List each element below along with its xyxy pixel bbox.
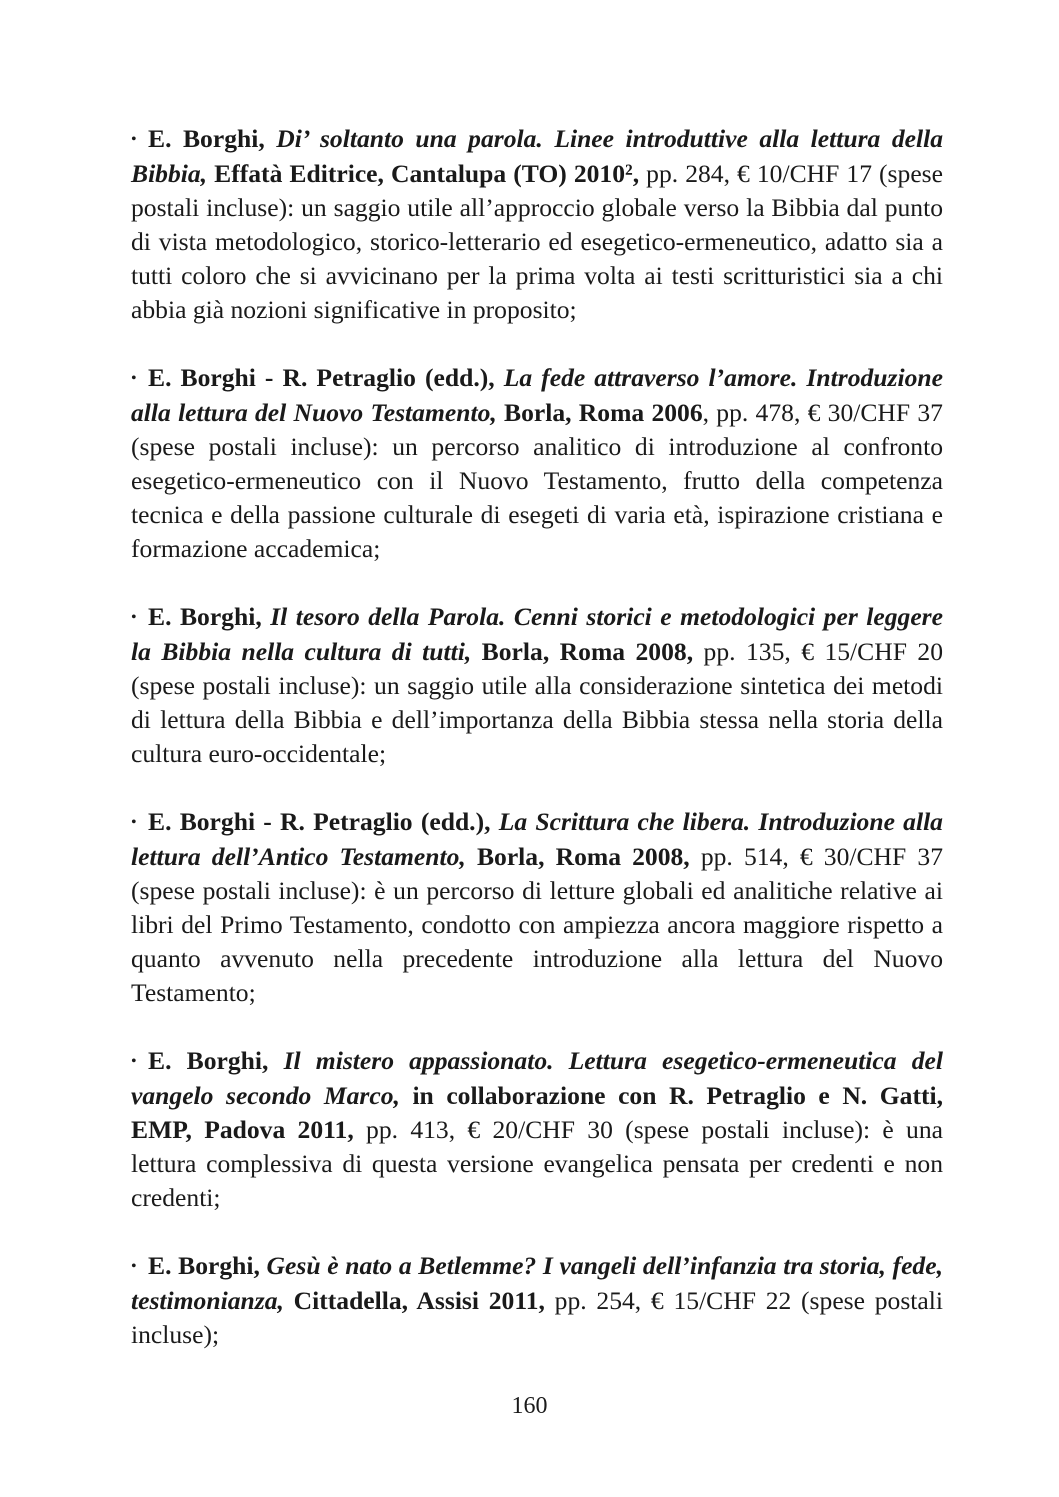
entry-author: E. Borghi - R. Petraglio (edd.), (148, 363, 495, 392)
entry-publisher: Borla, Roma 2006 (496, 398, 703, 427)
bullet-icon: • (131, 609, 137, 626)
bullet-icon: • (131, 1053, 137, 1070)
entry-publisher: Borla, Roma 2008, (471, 637, 694, 666)
entry-publisher: in collaborazione con R. Petraglio e N. Gatti, EMP, Padova 2011, (131, 1081, 943, 1144)
entry-details: pp. 413, € 20/CHF 30 (spese postali incluse): è una lettura complessiva di questa versione evangelica pensata per credenti e non credenti; (131, 1115, 944, 1212)
entry-details: pp. 514, € 30/CHF 37 (spese postali incluse): è un percorso di letture globali ed analitiche relative ai libri del Primo Testamento, condotto con ampiezza ancora maggiore rispetto a quanto avvenuto nella precedente introduzione alla lettura del Nuovo Testamento; (131, 842, 943, 1007)
entry-publisher: Effatà Editrice, Cantalupa (TO) 2010², (207, 159, 640, 188)
entry-details: , pp. 478, € 30/CHF 37 (spese postali incluse): un percorso analitico di introduzione al confronto esegetico-ermeneutico con il Nuovo Testamento, frutto della competenza tecnica e della passione culturale di esegeti di varia età, ispirazione cristiana e formazione accademica; (131, 398, 943, 563)
entry-title: La fede attraverso l’amore. Introduzione alla lettura del Nuovo Testamento, (131, 363, 943, 427)
entry-title: La Scrittura che libera. Introduzione alla lettura dell’Antico Testamento, (131, 807, 943, 871)
entry-publisher: Borla, Roma 2008, (465, 842, 690, 871)
entry-title: Il mistero appassionato. Lettura esegetico-ermeneutica del vangelo secondo Marco, (131, 1046, 943, 1110)
entry-title: Di’ soltanto una parola. Linee introduttive alla lettura della Bibbia, (131, 124, 943, 188)
entry-author: E. Borghi, (148, 1046, 269, 1075)
bibliography-entry (131, 805, 943, 1010)
page-number: 160 (511, 1393, 548, 1419)
entry-author: E. Borghi, (148, 602, 262, 631)
entry-title: Gesù è nato a Betlemme? I vangeli dell’infanzia tra storia, fede, testimonianza, (131, 1251, 943, 1315)
bibliography-entry (131, 1249, 943, 1352)
bibliography-entry (131, 600, 943, 771)
bullet-icon: • (131, 814, 137, 831)
bibliography-entry (131, 122, 943, 327)
bullet-icon: • (131, 1258, 137, 1275)
bullet-icon: • (131, 131, 137, 148)
bibliography-entry (131, 1044, 943, 1215)
entry-details: pp. 254, € 15/CHF 22 (spese postali incluse); (131, 1286, 943, 1349)
entry-details: pp. 135, € 15/CHF 20 (spese postali incluse): un saggio utile alla considerazione sintetica dei metodi di lettura della Bibbia e dell’importanza della Bibbia stessa nella storia della cultura euro-occidentale; (131, 637, 943, 768)
bullet-icon: • (131, 370, 137, 387)
entry-title: Il tesoro della Parola. Cenni storici e metodologici per leggere la Bibbia nella cultura di tutti, (131, 602, 944, 666)
bibliography-list (131, 122, 943, 1386)
entry-author: E. Borghi - R. Petraglio (edd.), (148, 807, 491, 836)
entry-author: E. Borghi, (148, 124, 265, 153)
entry-publisher: Cittadella, Assisi 2011, (283, 1286, 545, 1315)
entry-details: pp. 284, € 10/CHF 17 (spese postali incluse): un saggio utile all’approccio globale verso la Bibbia dal punto di vista metodologico, storico-letterario ed esegetico-ermeneutico, adatto sia a tutti coloro che si avvicinano per la prima volta ai testi scritturistici sia a chi abbia già nozioni significative in proposito; (131, 159, 943, 324)
bibliography-entry (131, 361, 943, 566)
entry-author: E. Borghi, (148, 1251, 260, 1280)
